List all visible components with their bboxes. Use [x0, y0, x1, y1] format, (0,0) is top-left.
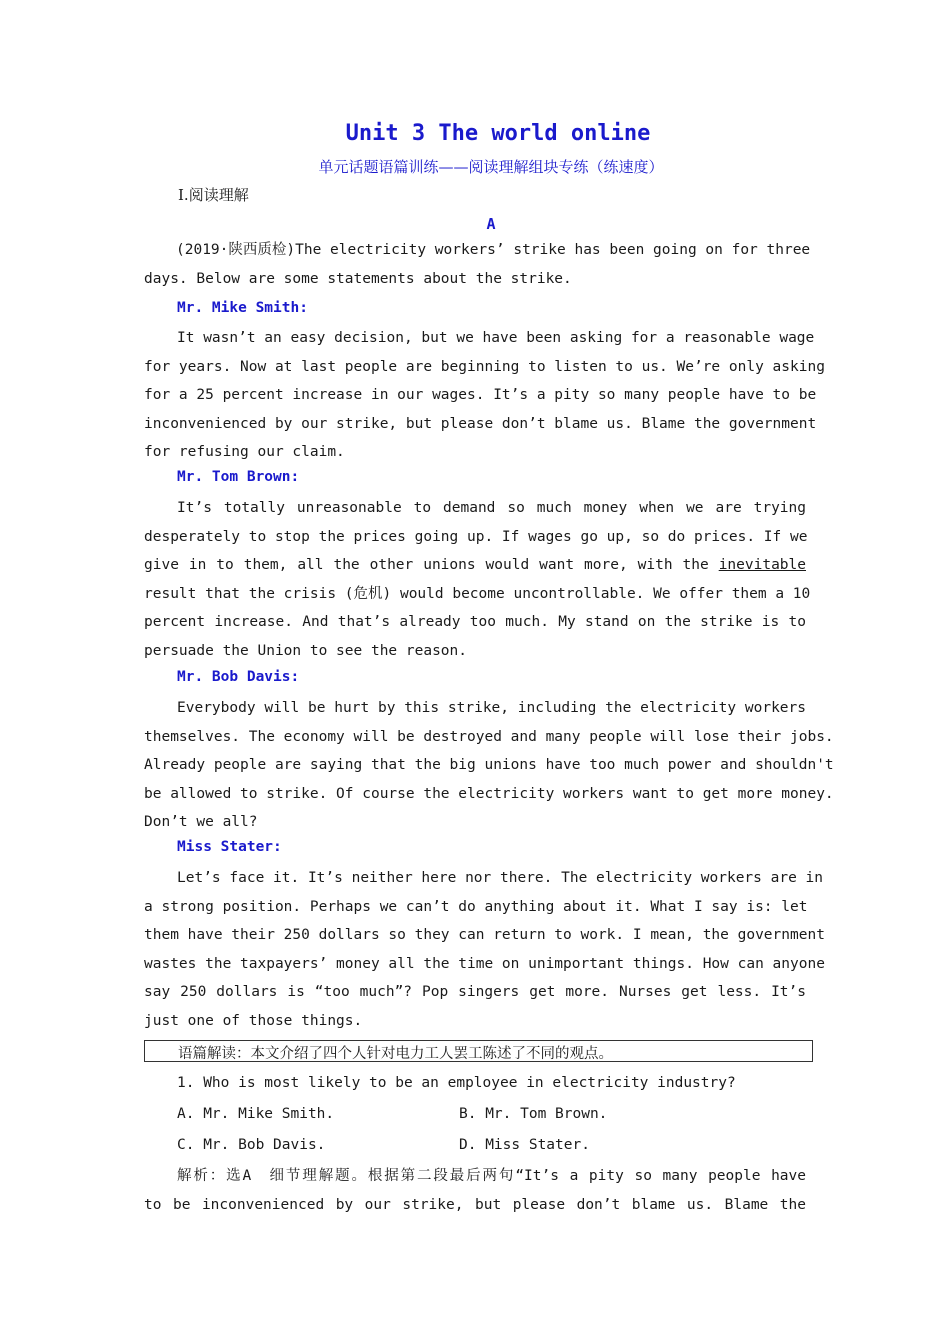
analysis-line: to be inconvenienced by our strike, but please don’t blame us. Blame the — [144, 1196, 806, 1213]
speaker-paragraph — [144, 324, 825, 467]
option-a: A. Mr. Mike Smith. — [177, 1106, 335, 1122]
paragraph-line: desperately to stop the prices going up. If wages go up, so do prices. If we — [144, 528, 808, 545]
paragraph-line: say 250 dollars is “too much”? Pop singers get more. Nurses get less. It’s — [144, 984, 806, 1000]
speaker-name: Mr. Bob Davis: — [177, 669, 300, 685]
unit-title: Unit 3 The world online — [345, 121, 651, 146]
option-d: D. Miss Stater. — [459, 1137, 590, 1153]
unit-subtitle: 单元话题语篇训练——阅读理解组块专练（练速度） — [318, 158, 664, 176]
paragraph-line: Let’s face it. It’s neither here nor there. The electricity workers are in — [177, 870, 824, 886]
question-stem: 1. Who is most likely to be an employee in electricity industry? — [177, 1075, 736, 1091]
paragraph-line: persuade the Union to see the reason. — [144, 642, 468, 659]
speaker-name: Mr. Tom Brown: — [177, 469, 300, 485]
analysis-line: 解析：选A 细节理解题。根据第二段最后两句“It’s a pity so many people have — [177, 1168, 806, 1184]
speaker-name: Miss Stater: — [177, 839, 282, 855]
paragraph-line: Everybody will be hurt by this strike, including the electricity workers — [177, 700, 806, 716]
paragraph-line: It’s totally unreasonable to demand so much money when we are trying — [177, 500, 806, 516]
paragraph-line: inconvenienced by our strike, but please don’t blame us. Blame the government — [144, 415, 817, 432]
paragraph-line: themselves. The economy will be destroyed and many people will lose their jobs. — [144, 728, 834, 745]
analysis-paragraph — [144, 1162, 806, 1219]
paragraph-line — [144, 551, 806, 580]
intro-paragraph — [144, 236, 811, 293]
option-c: C. Mr. Bob Davis. — [177, 1137, 326, 1153]
paragraph-line: percent increase. And that’s already too much. My stand on the strike is to — [144, 614, 806, 630]
paragraph-line: result that the crisis (危机) would become uncontrollable. We offer them a 10 — [144, 585, 811, 602]
paragraph-line: for years. Now at last people are beginning to listen to us. We’re only asking — [144, 358, 825, 375]
speaker-paragraph — [144, 494, 811, 665]
line-text: give in to them, all the other unions would want more, with the — [144, 557, 709, 573]
paragraph-line: It wasn’t an easy decision, but we have been asking for a reasonable wage — [177, 330, 815, 346]
speaker-paragraph — [144, 694, 834, 837]
paragraph-line: them have their 250 dollars so they can return to work. I mean, the government — [144, 927, 825, 943]
paragraph-line: for refusing our claim. — [144, 444, 345, 460]
paragraph-line: just one of those things. — [144, 1012, 363, 1029]
speaker-paragraph — [144, 864, 825, 1035]
paragraph-line: for a 25 percent increase in our wages. It’s a pity so many people have to be — [144, 387, 817, 403]
speaker-name: Mr. Mike Smith: — [177, 300, 308, 316]
intro-line: days. Below are some statements about the strike. — [144, 270, 572, 287]
paragraph-line: wastes the taxpayers’ money all the time on unimportant things. How can anyone — [144, 955, 825, 972]
summary-text: 语篇解读：本文介绍了四个人针对电力工人罢工陈述了不同的观点。 — [178, 1046, 613, 1062]
intro-line: (2019·陕西质检)The electricity workers’ strike has been going on for three — [176, 242, 811, 258]
summary-box — [144, 1040, 813, 1062]
section-heading: Ⅰ.阅读理解 — [178, 186, 249, 204]
underlined-word: inevitable — [718, 557, 806, 573]
paragraph-line: be allowed to strike. Of course the electricity workers want to get more money. — [144, 785, 834, 802]
option-b: B. Mr. Tom Brown. — [459, 1106, 608, 1122]
passage-letter: A — [486, 215, 496, 233]
paragraph-line: a strong position. Perhaps we can’t do anything about it. What I say is: let — [144, 898, 808, 915]
paragraph-line: Don’t we all? — [144, 814, 258, 830]
paragraph-line: Already people are saying that the big unions have too much power and shouldn't — [144, 757, 834, 773]
